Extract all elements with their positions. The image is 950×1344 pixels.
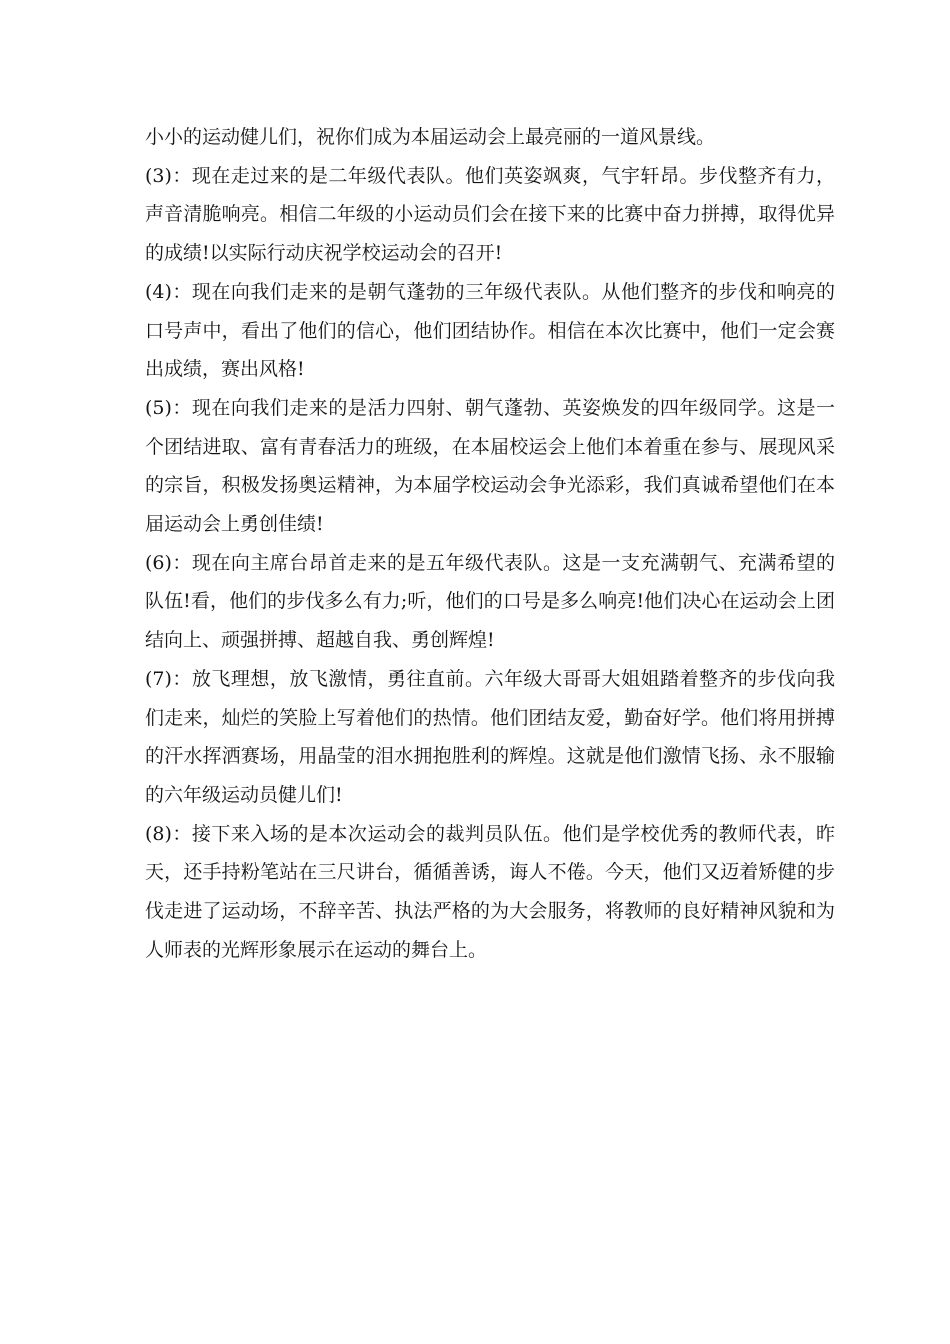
paragraph-number: (4)： — [145, 280, 192, 303]
paragraph-7 — [145, 660, 835, 815]
paragraph-4 — [145, 273, 835, 389]
paragraph-text: 放飞理想，放飞激情，勇往直前。六年级大哥哥大姐姐踏着整齐的步伐向我们走来，灿烂的笑脸上写着他们的热情。他们团结友爱，勤奋好学。他们将用拼搏的汗水挥洒赛场，用晶莹的泪水拥抱胜利的辉煌。这就是他们激情飞扬、永不服输的六年级运动员健儿们! — [145, 667, 835, 806]
paragraph-text: 小小的运动健儿们，祝你们成为本届运动会上最亮丽的一道风景线。 — [145, 126, 716, 148]
paragraph-intro-continuation — [145, 118, 835, 157]
paragraph-text: 现在向主席台昂首走来的是五年级代表队。这是一支充满朝气、充满希望的队伍!看，他们的步伐多么有力;听，他们的口号是多么响亮!他们决心在运动会上团结向上、顽强拼搏、超越自我、勇创辉煌! — [145, 551, 835, 652]
paragraph-number: (6)： — [145, 551, 192, 574]
paragraph-text: 接下来入场的是本次运动会的裁判员队伍。他们是学校优秀的教师代表，昨天，还手持粉笔站在三尺讲台，循循善诱，诲人不倦。今天，他们又迈着矫健的步伐走进了运动场，不辞辛苦、执法严格的为大会服务，将教师的良好精神风貌和为人师表的光辉形象展示在运动的舞台上。 — [145, 822, 835, 961]
body-text — [145, 118, 835, 969]
paragraph-text: 现在向我们走来的是朝气蓬勃的三年级代表队。从他们整齐的步伐和响亮的口号声中，看出了他们的信心，他们团结协作。相信在本次比赛中，他们一定会赛出成绩，赛出风格! — [145, 280, 835, 381]
paragraph-number: (3)： — [145, 164, 192, 187]
paragraph-number: (7)： — [145, 667, 192, 690]
paragraph-5 — [145, 389, 835, 544]
paragraph-number: (8)： — [145, 822, 192, 845]
paragraph-3 — [145, 157, 835, 273]
paragraph-number: (5)： — [145, 396, 192, 419]
paragraph-text: 现在向我们走来的是活力四射、朝气蓬勃、英姿焕发的四年级同学。这是一个团结进取、富有青春活力的班级，在本届校运会上他们本着重在参与、展现风采的宗旨，积极发扬奥运精神，为本届学校运动会争光添彩，我们真诚希望他们在本届运动会上勇创佳绩! — [145, 396, 835, 536]
paragraph-6 — [145, 544, 835, 660]
paragraph-text: 现在走过来的是二年级代表队。他们英姿飒爽，气宇轩昂。步伐整齐有力，声音清脆响亮。相信二年级的小运动员们会在接下来的比赛中奋力拼搏，取得优异的成绩!以实际行动庆祝学校运动会的召开! — [145, 164, 835, 265]
paragraph-8 — [145, 815, 835, 970]
